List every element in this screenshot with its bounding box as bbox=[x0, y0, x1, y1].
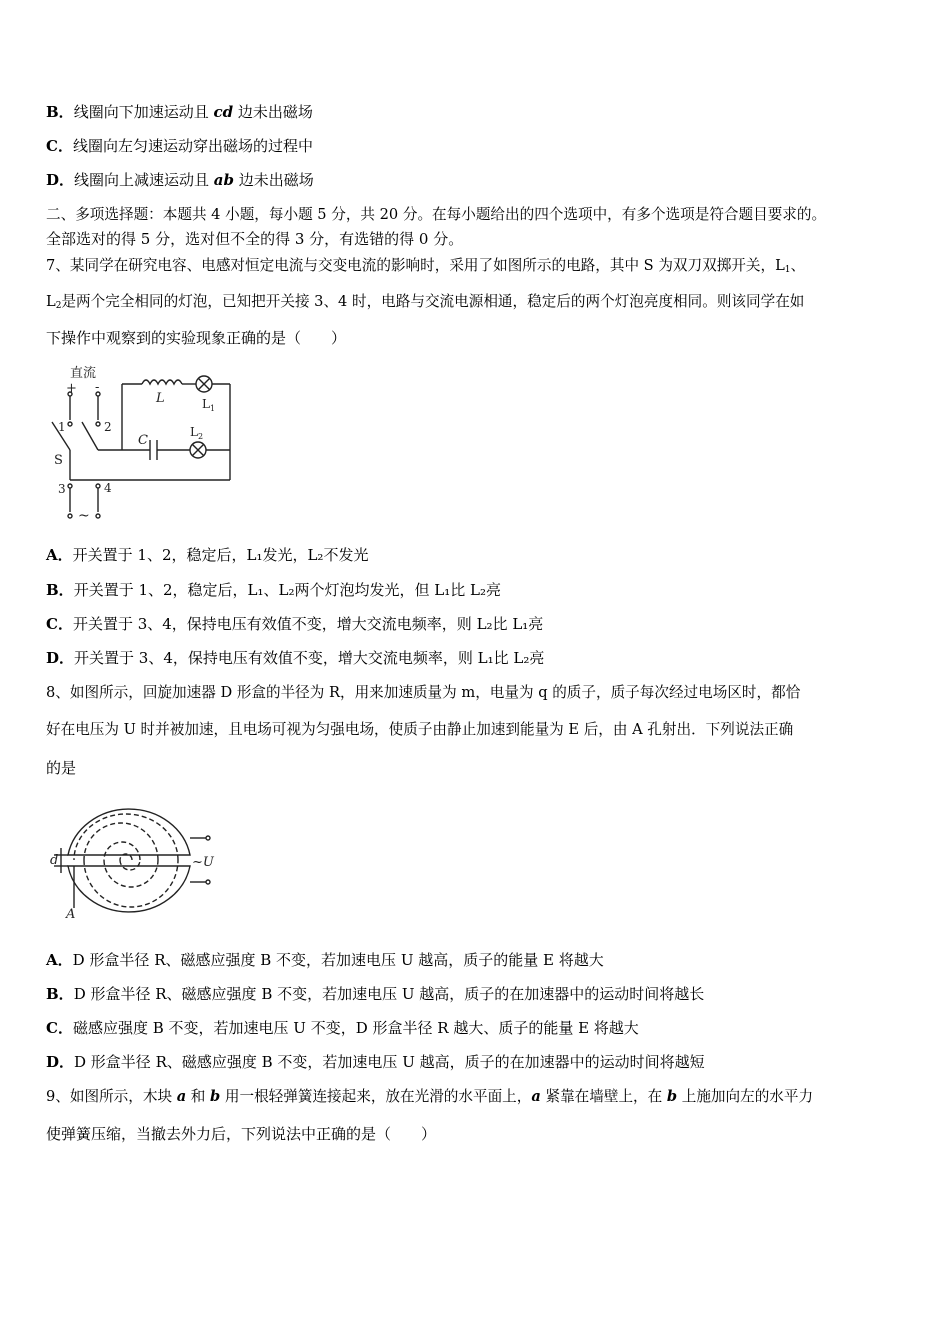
q6-option-c bbox=[46, 136, 313, 156]
q8-stem-line3: 的是 bbox=[46, 759, 77, 777]
label-dc: 直流 bbox=[70, 366, 97, 381]
section-2-heading: 二、多项选择题：本题共 4 小题，每小题 5 分，共 20 分。在每小题给出的四个选项中，有多个选项是符合题目要求的。 bbox=[46, 206, 827, 223]
stem-text: 上施加向左的水平力 bbox=[677, 1088, 814, 1105]
option-letter: C． bbox=[46, 1019, 73, 1037]
label-ac: ~ bbox=[78, 508, 90, 524]
stem-text: L bbox=[46, 293, 56, 310]
option-text: 边未出磁场 bbox=[233, 103, 313, 121]
dee-lower bbox=[68, 866, 190, 912]
q7-option-c bbox=[46, 614, 543, 634]
q8-option-a bbox=[46, 950, 604, 970]
q7-stem-line1 bbox=[46, 256, 805, 280]
label-c: C bbox=[138, 433, 148, 448]
option-text: D 形盒半径 R、磁感应强度 B 不变，若加速电压 U 越高，质子的在加速器中的运动时间将越短 bbox=[74, 1053, 705, 1071]
option-text: 边未出磁场 bbox=[234, 171, 314, 189]
option-text: D 形盒半径 R、磁感应强度 B 不变，若加速电压 U 越高，质子的在加速器中的运动时间将越长 bbox=[73, 985, 705, 1003]
option-text: 开关置于 3、4，保持电压有效值不变，增大交流电频率，则 L₁比 L₂亮 bbox=[74, 649, 545, 667]
option-text: 线圈向左匀速运动穿出磁场的过程中 bbox=[72, 137, 313, 155]
label-s: S bbox=[54, 453, 63, 468]
option-letter: D． bbox=[46, 649, 75, 667]
stem-text: 用一根轻弹簧连接起来，放在光滑的水平面上， bbox=[220, 1088, 532, 1105]
section-2-scoring: 全部选对的得 5 分，选对但不全的得 3 分，有选错的得 0 分。 bbox=[46, 230, 464, 248]
q7-stem-line3: 下操作中观察到的实验现象正确的是（ ） bbox=[46, 329, 347, 347]
option-letter: D． bbox=[46, 171, 75, 189]
q8-stem-line1: 8、如图所示，回旋加速器 D 形盒的半径为 R，用来加速质量为 m，电量为 q 的质子，质子每次经过电场区时，都恰 bbox=[46, 684, 801, 701]
label-plus: + bbox=[66, 381, 77, 396]
option-letter: D． bbox=[46, 1053, 75, 1071]
q6-option-d bbox=[46, 170, 314, 190]
q8-option-d bbox=[46, 1052, 705, 1072]
q8-cyclotron-figure bbox=[44, 800, 224, 925]
label-l1: $L_1$ bbox=[202, 397, 216, 413]
stem-text: 是两个完全相同的灯泡，已知把开关接 3、4 时，电路与交流电源相通，稳定后的两个灯泡亮度相同。则该同学在如 bbox=[61, 293, 805, 310]
option-letter: C． bbox=[46, 615, 73, 633]
proton-spiral bbox=[74, 814, 178, 907]
label-l: L bbox=[156, 391, 165, 406]
option-text: 开关置于 1、2，稳定后，L₁、L₂两个灯泡均发光，但 L₁比 L₂亮 bbox=[73, 581, 501, 599]
switch-blade-2 bbox=[82, 422, 98, 450]
label-1: 1 bbox=[58, 420, 66, 434]
label-d: d bbox=[50, 853, 59, 868]
option-letter: B． bbox=[46, 985, 74, 1003]
option-letter: A． bbox=[46, 951, 73, 969]
option-text: 磁感应强度 B 不变，若加速电压 U 不变，D 形盒半径 R 越大、质子的能量 E 将越大 bbox=[72, 1019, 639, 1037]
option-letter: C． bbox=[46, 137, 73, 155]
option-letter: B． bbox=[46, 103, 74, 121]
label-minus: - bbox=[95, 380, 100, 395]
q9-stem-line2: 使弹簧压缩，当撤去外力后，下列说法中正确的是（ ） bbox=[46, 1125, 437, 1143]
stem-text: 、 bbox=[790, 257, 806, 274]
q8-option-b bbox=[46, 984, 704, 1004]
option-text: 线圈向上减速运动且 bbox=[74, 171, 214, 189]
math-var: a bbox=[176, 1088, 187, 1105]
q7-circuit-figure bbox=[44, 362, 244, 527]
math-var: ab bbox=[213, 171, 235, 189]
q9-stem-line1 bbox=[46, 1087, 813, 1107]
q8-option-c bbox=[46, 1018, 639, 1038]
dee-upper bbox=[68, 809, 190, 855]
q7-option-b bbox=[46, 580, 501, 600]
subscript: 1 bbox=[784, 265, 791, 275]
q6-option-b bbox=[46, 102, 313, 122]
label-3: 3 bbox=[58, 482, 66, 496]
label-l2: $L_2$ bbox=[190, 425, 204, 441]
math-var: b bbox=[666, 1088, 678, 1105]
option-text: 开关置于 1、2，稳定后，L₁发光，L₂不发光 bbox=[72, 546, 369, 564]
math-var: b bbox=[210, 1088, 221, 1105]
subscript: 2 bbox=[55, 301, 62, 311]
option-text: 线圈向下加速运动且 bbox=[73, 103, 214, 121]
math-var: cd bbox=[213, 103, 234, 121]
stem-text: 7、某同学在研究电容、电感对恒定电流与交变电流的影响时，采用了如图所示的电路，其中 S 为双刀双掷开关，L bbox=[46, 257, 785, 274]
q8-stem-line2: 好在电压为 U 时并被加速，且电场可视为匀强电场，使质子由静止加速到能量为 E 后，由 A 孔射出．下列说法正确 bbox=[46, 721, 794, 738]
option-text: D 形盒半径 R、磁感应强度 B 不变，若加速电压 U 越高，质子的能量 E 将越大 bbox=[72, 951, 604, 969]
option-letter: A． bbox=[46, 546, 73, 564]
label-a: A bbox=[66, 907, 76, 922]
q7-option-a bbox=[46, 545, 368, 565]
label-4: 4 bbox=[104, 481, 112, 495]
q7-option-d bbox=[46, 648, 544, 668]
option-letter: B． bbox=[46, 581, 74, 599]
option-text: 开关置于 3、4，保持电压有效值不变，增大交流电频率，则 L₂比 L₁亮 bbox=[72, 615, 544, 633]
q7-stem-line2 bbox=[46, 292, 804, 316]
stem-text: 和 bbox=[186, 1088, 211, 1105]
inductor-coil bbox=[142, 380, 182, 384]
math-var: a bbox=[531, 1088, 541, 1105]
stem-text: 9、如图所示，木块 bbox=[46, 1088, 177, 1105]
label-u: ~U bbox=[192, 855, 214, 870]
stem-text: 紧靠在墙壁上，在 bbox=[540, 1088, 667, 1105]
label-2: 2 bbox=[104, 420, 112, 434]
